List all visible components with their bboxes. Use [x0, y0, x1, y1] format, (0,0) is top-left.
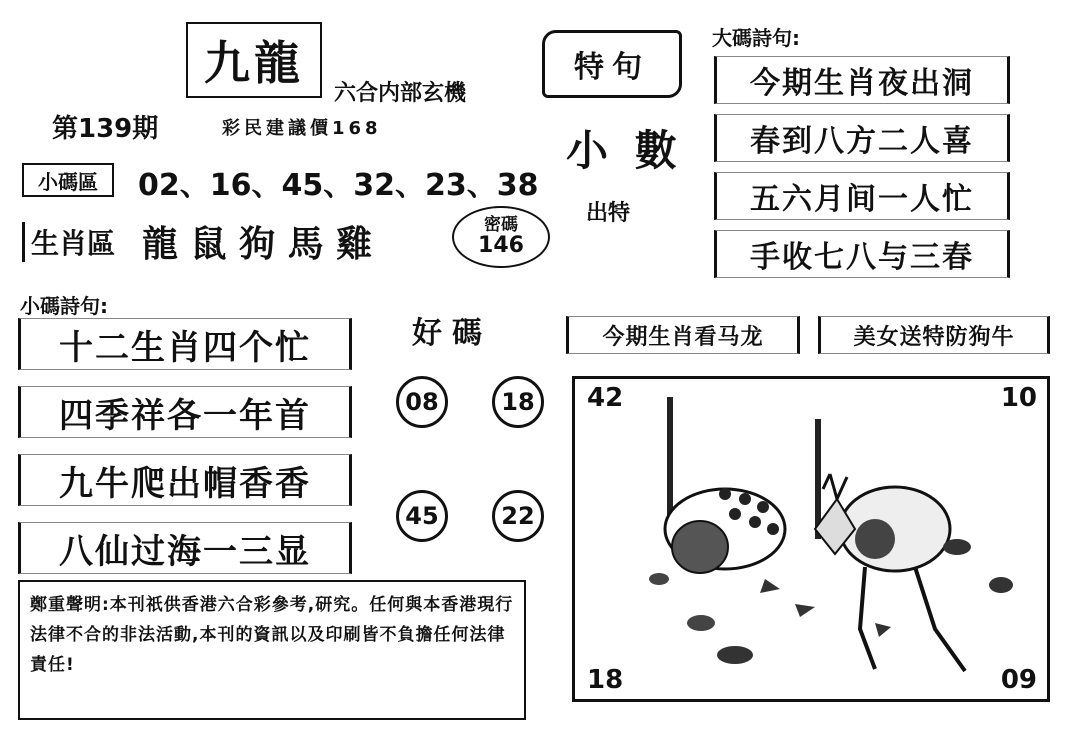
good-code-title: 好碼	[412, 316, 492, 351]
small-poem-line: 四季祥各一年首	[18, 386, 352, 438]
corner-number-top-left: 42	[587, 383, 624, 413]
tip-left: 今期生肖看马龙	[566, 316, 800, 354]
big-poem-line: 五六月间一人忙	[714, 172, 1010, 220]
disclaimer-text: 鄭重聲明:本刊祇供香港六合彩參考,研究。任何與本香港現行法律不合的非法活動,本刊的資訊以及印刷皆不負擔任何法律責任!	[30, 595, 514, 675]
big-poem-line: 春到八方二人喜	[714, 114, 1010, 162]
corner-number-bottom-right: 09	[1000, 665, 1037, 695]
good-code-number: 22	[492, 490, 544, 542]
logo-box	[186, 22, 322, 98]
tip-right: 美女送特防狗牛	[818, 316, 1050, 354]
zodiac-label: 生肖區	[22, 222, 115, 262]
secret-code-oval	[452, 206, 550, 268]
special-tag-banner	[542, 30, 682, 98]
small-code-label	[22, 163, 114, 197]
big-poem-line: 今期生肖夜出洞	[714, 56, 1010, 104]
masthead-subtitle: 六合内部玄機	[334, 81, 467, 106]
big-poem-line: 手收七八与三春	[714, 230, 1010, 278]
special-main-text: 小 數	[566, 126, 683, 175]
good-code-number: 18	[492, 376, 544, 428]
secret-code-label: 密碼	[484, 214, 518, 235]
good-code-number: 08	[396, 376, 448, 428]
logo-text: 九龍	[204, 36, 304, 90]
illustration-frame	[572, 376, 1050, 702]
small-code-label-text: 小碼區	[38, 169, 98, 194]
illustration	[575, 379, 1047, 699]
small-poem-line: 九牛爬出帽香香	[18, 454, 352, 506]
zodiac-animals: 龍 鼠 狗 馬 雞	[142, 224, 373, 265]
small-poem-line: 八仙过海一三显	[18, 522, 352, 574]
special-tag-text: 特句	[574, 50, 650, 85]
small-code-numbers: 02、16、45、32、23、38	[138, 168, 539, 203]
small-poem-title: 小碼詩句:	[20, 294, 108, 318]
big-poem-title: 大碼詩句:	[712, 26, 800, 50]
small-poem-lines	[18, 318, 352, 574]
corner-number-bottom-left: 18	[587, 665, 624, 695]
special-sub-text: 出特	[586, 201, 631, 226]
big-poem-lines	[714, 56, 1010, 278]
secret-code-value: 146	[478, 233, 524, 259]
issue-number: 第139期	[52, 114, 159, 144]
corner-number-top-right: 10	[1000, 383, 1037, 413]
price-label: 彩民建議價168	[222, 118, 382, 139]
disclaimer-box	[18, 580, 526, 720]
small-poem-line: 十二生肖四个忙	[18, 318, 352, 370]
good-code-number: 45	[396, 490, 448, 542]
